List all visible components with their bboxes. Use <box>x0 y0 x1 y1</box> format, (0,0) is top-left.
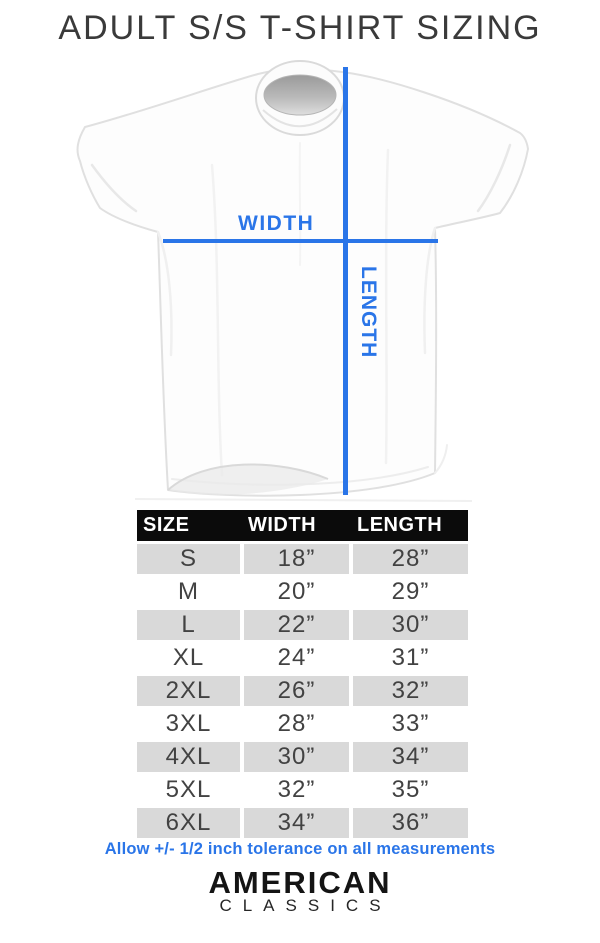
cell-length: 35” <box>353 775 468 805</box>
cell-length: 30” <box>353 610 468 640</box>
cell-size: S <box>137 544 240 574</box>
cell-size: 4XL <box>137 742 240 772</box>
table-row <box>137 577 468 607</box>
header-cell-length: LENGTH <box>357 514 443 536</box>
cell-size: XL <box>137 643 240 673</box>
cell-length: 29” <box>353 577 468 607</box>
cell-size: 6XL <box>137 808 240 838</box>
table-row <box>137 709 468 739</box>
tshirt-graphic <box>70 55 540 505</box>
brand-subname: CLASSICS <box>219 896 392 915</box>
cell-width: 20” <box>244 577 349 607</box>
cell-length: 32” <box>353 676 468 706</box>
cell-width: 26” <box>244 676 349 706</box>
length-label: LENGTH <box>357 266 380 359</box>
table-row <box>137 676 468 706</box>
cell-width: 24” <box>244 643 349 673</box>
cell-size: 5XL <box>137 775 240 805</box>
table-row <box>137 544 468 574</box>
size-chart-header-row <box>137 510 468 541</box>
page-title: ADULT S/S T-SHIRT SIZING <box>58 9 542 47</box>
table-row <box>137 610 468 640</box>
tshirt-image <box>70 55 540 505</box>
cell-width: 32” <box>244 775 349 805</box>
cell-width: 30” <box>244 742 349 772</box>
cell-length: 36” <box>353 808 468 838</box>
width-label: WIDTH <box>238 212 315 235</box>
table-row <box>137 742 468 772</box>
cell-size: 3XL <box>137 709 240 739</box>
cell-size: L <box>137 610 240 640</box>
table-row <box>137 808 468 838</box>
cell-length: 34” <box>353 742 468 772</box>
cell-width: 18” <box>244 544 349 574</box>
length-measure-line <box>343 67 348 495</box>
width-measure-line <box>163 239 438 243</box>
cell-length: 31” <box>353 643 468 673</box>
tolerance-note: Allow +/- 1/2 inch tolerance on all measurements <box>104 840 496 858</box>
table-row <box>137 643 468 673</box>
cell-width: 34” <box>244 808 349 838</box>
cell-size: 2XL <box>137 676 240 706</box>
cell-length: 28” <box>353 544 468 574</box>
header-cell-width: WIDTH <box>248 514 317 536</box>
table-row <box>137 775 468 805</box>
cell-size: M <box>137 577 240 607</box>
cell-length: 33” <box>353 709 468 739</box>
cell-width: 28” <box>244 709 349 739</box>
cell-width: 22” <box>244 610 349 640</box>
brand-logo <box>0 867 600 916</box>
brand-name: AMERICAN <box>208 865 392 900</box>
size-chart <box>137 510 468 838</box>
header-cell-size: SIZE <box>143 514 190 536</box>
